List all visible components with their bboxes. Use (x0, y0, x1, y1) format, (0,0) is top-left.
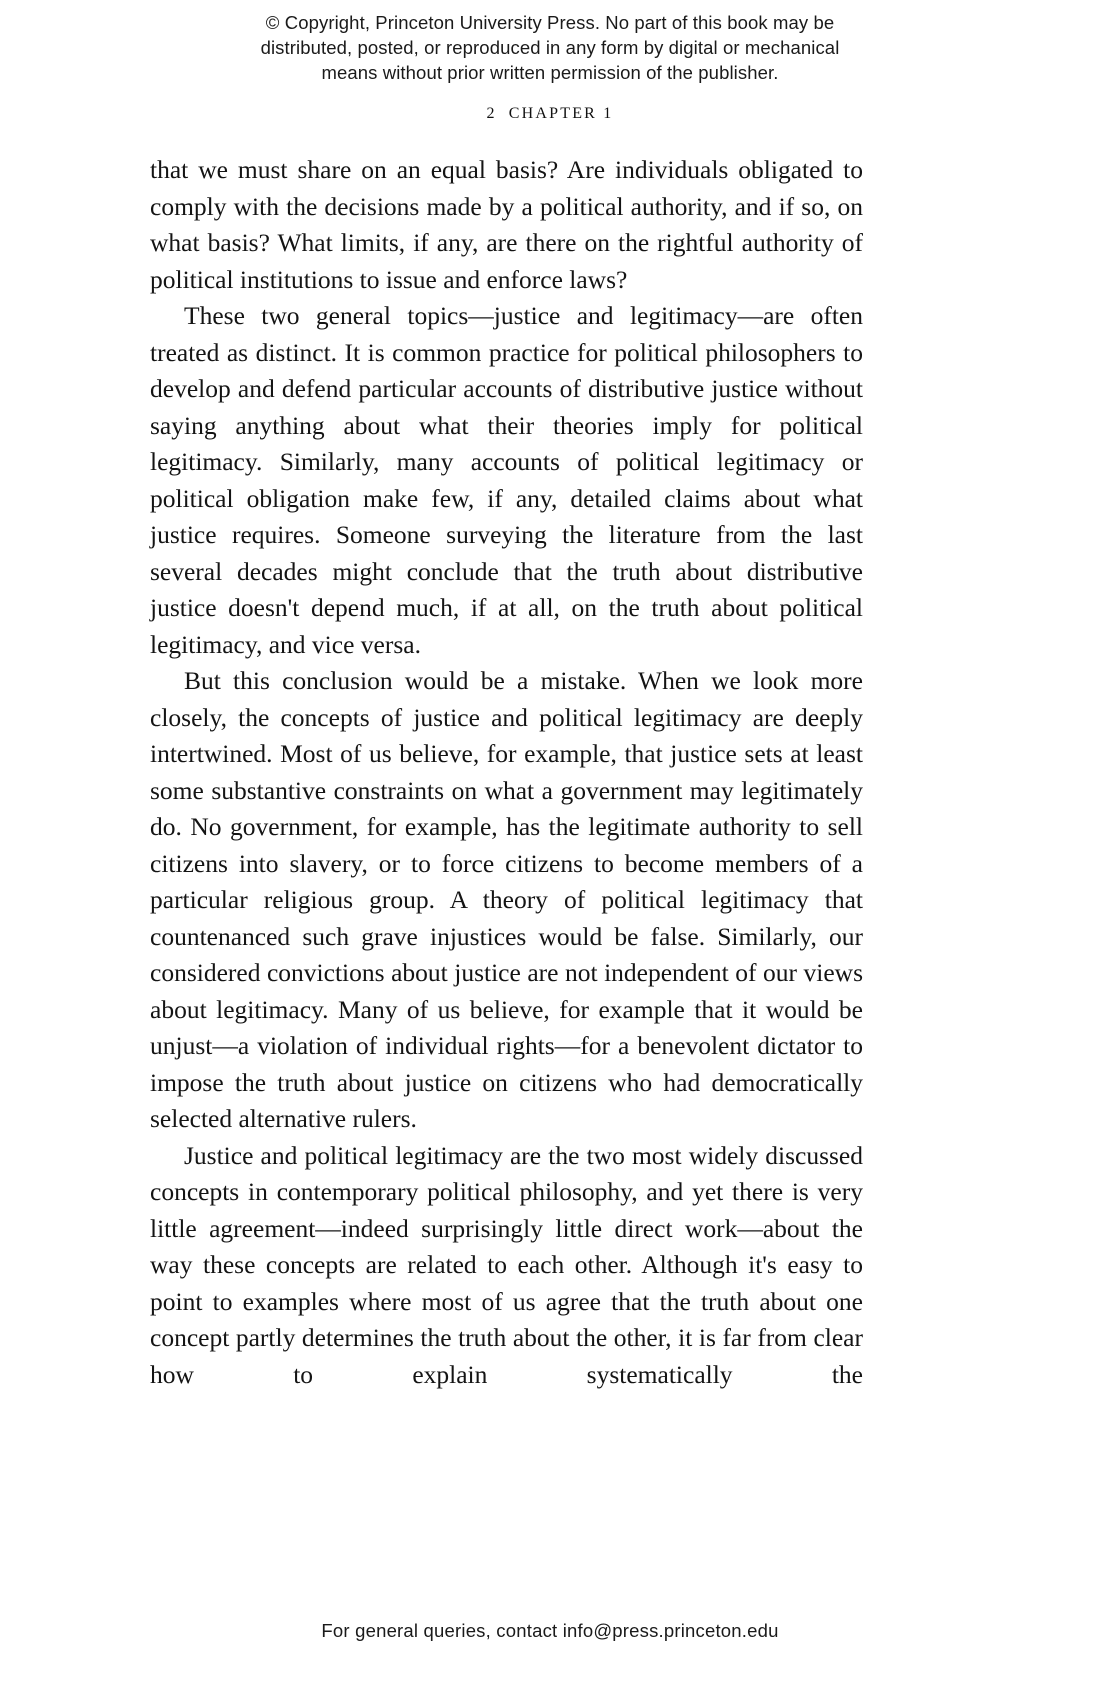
chapter-label: CHAPTER 1 (508, 105, 614, 122)
paragraph-2: These two general topics—justice and legitimacy—are often treated as distinct. It is common practice for political philosophers to develop and defend particular accounts of distributive justice without saying anything about what their theories imply for political legitimacy. Similarly, many accounts of political legitimacy or political obligation make few, if any, detailed claims about what justice requires. Someone surveying the literature from the last several decades might conclude that the truth about distributive justice doesn't depend much, if at all, on the truth about political legitimacy, and vice versa. (150, 301, 863, 659)
paragraph-4: Justice and political legitimacy are the two most widely discussed concepts in contemporary political philosophy, and yet there is very little agreement—indeed surprisingly little direct work—about the way these concepts are related to each other. Although it's easy to point to examples where most of us agree that the truth about one concept partly determines the truth about the other, it is far from clear how to explain systematically the (150, 1140, 863, 1389)
paragraph-1: that we must share on an equal basis? Are individuals obligated to comply with the decisions made by a political authority, and if so, on what basis? What limits, if any, are there on the rightful authority of political institutions to issue and enforce laws? (150, 155, 863, 294)
copyright-line-1: © Copyright, Princeton University Press. No part of this book may be (265, 12, 835, 33)
running-head (0, 105, 1100, 123)
footer-queries: For general queries, contact info@press.princeton.edu (321, 1620, 779, 1641)
copyright-notice (0, 10, 1100, 85)
page-number: 2 (486, 105, 497, 122)
copyright-line-3: means without prior written permission of the publisher. (321, 62, 779, 83)
paragraph-3: But this conclusion would be a mistake. When we look more closely, the concepts of justice and political legitimacy are deeply intertwined. Most of us believe, for example, that justice sets at least some substantive constraints on what a government may legitimately do. No government, for example, has the legitimate authority to sell citizens into slavery, or to force citizens to become members of a particular religious group. A theory of political legitimacy that countenanced such grave injustices would be false. Similarly, our considered convictions about justice are not independent of our views about legitimacy. Many of us believe, for example that it would be unjust—a violation of individual rights—for a benevolent dictator to impose the truth about justice on citizens who had democratically selected alternative rulers. (150, 666, 863, 1133)
body-text (150, 152, 863, 1393)
copyright-line-2: distributed, posted, or reproduced in any form by digital or mechanical (260, 37, 840, 58)
